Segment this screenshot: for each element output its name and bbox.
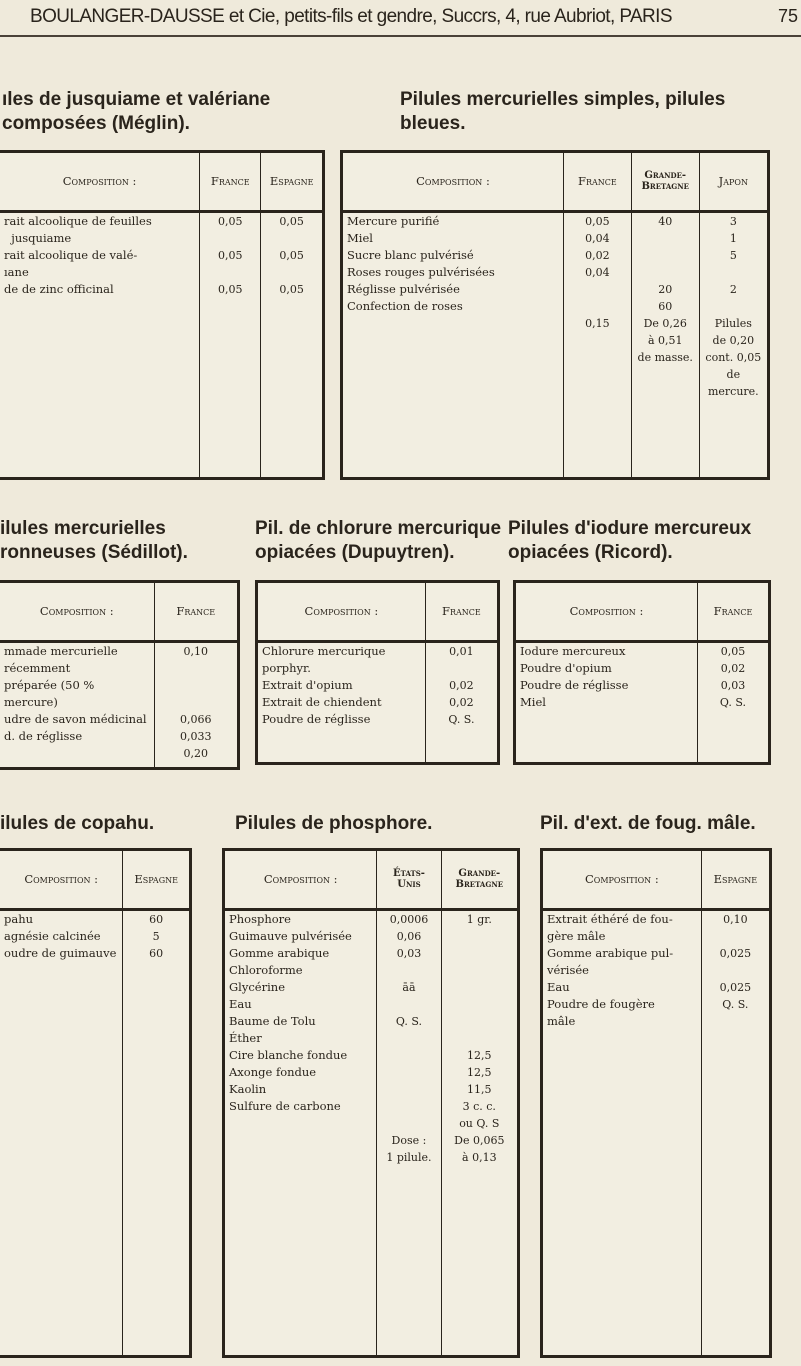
table-row: [225, 1030, 517, 1047]
table-filler: [225, 1166, 517, 1356]
section-title: Pilules de phosphore.: [235, 813, 433, 834]
table-row: [225, 1064, 517, 1081]
quantity-cell: [563, 298, 631, 315]
quantity-cell: 11,5: [441, 1081, 517, 1098]
quantity-cell: 5: [699, 247, 767, 264]
quantity-cell: 0,0006: [377, 909, 441, 928]
table-row: [0, 945, 189, 962]
ingredient-cell: Chlorure mercurique porphyr.: [262, 643, 386, 675]
quantity-cell: [377, 996, 441, 1013]
ingredient-cell: Gomme arabique pul- vérisée: [547, 945, 674, 977]
table-row: [225, 996, 517, 1013]
quantity-cell: 0,05: [261, 247, 322, 281]
section-title: Pilules d'iodure mercureux opiacées (Ricord).: [508, 518, 752, 563]
table-row: [225, 909, 517, 928]
table-row: [0, 728, 237, 745]
quantity-cell: 12,5: [441, 1047, 517, 1064]
ingredient-cell: Réglisse pulvérisée: [347, 281, 460, 296]
table-row: [516, 641, 768, 660]
table-filler: [516, 711, 768, 763]
quantity-cell: Q. S.: [425, 711, 497, 728]
table-row: [343, 211, 767, 230]
quantity-cell: [377, 1098, 441, 1132]
ingredient-cell: Gomme arabique: [229, 945, 330, 960]
ingredient-cell: [225, 1132, 377, 1166]
composition-table: [222, 848, 520, 1358]
quantity-cell: [377, 1047, 441, 1064]
column-header: France: [154, 583, 237, 641]
ingredient-cell: d. de réglisse: [4, 728, 83, 743]
ingredient-cell: Eau: [229, 996, 252, 1011]
quantity-cell: 3 c. c. ou Q. S: [441, 1098, 517, 1132]
table-filler: [0, 962, 189, 1356]
composition-table: [255, 580, 500, 765]
table-row: [225, 928, 517, 945]
quantity-cell: [441, 996, 517, 1013]
table-row: [0, 909, 189, 928]
table-row: [225, 1047, 517, 1064]
quantity-cell: 0,05: [200, 211, 261, 247]
quantity-cell: [441, 979, 517, 996]
ingredient-cell: Poudre d'opium: [520, 660, 612, 675]
page-number: 75: [778, 6, 799, 26]
quantity-cell: 0,04: [563, 230, 631, 247]
table-row: [0, 281, 322, 298]
column-header: Composition :: [543, 851, 701, 909]
quantity-cell: 0,05: [261, 281, 322, 298]
column-header: Grande-Bretagne: [441, 851, 517, 909]
table-row: [0, 711, 237, 728]
ingredient-cell: Sucre blanc pulvérisé: [347, 247, 474, 262]
section-title: ıles de jusquiame et valériane composées (Méglin).: [2, 89, 271, 134]
section-title: ilules de copahu.: [0, 813, 155, 834]
quantity-cell: 12,5: [441, 1064, 517, 1081]
table-row: [543, 979, 769, 996]
column-header: Grande-Bretagne: [631, 153, 699, 211]
composition-table: [0, 580, 240, 770]
table-filler: [258, 728, 497, 763]
running-header: BOULANGER-DAUSSE et Cie, petits-fils et gendre, Succrs, 4, rue Aubriot, PARIS: [30, 6, 672, 27]
ingredient-cell: Miel: [520, 694, 546, 709]
ingredient-cell: Extrait de chiendent: [262, 694, 382, 709]
quantity-cell: Pilules de 0,20 cont. 0,05 de mercure.: [699, 315, 767, 400]
column-header: États-Unis: [377, 851, 441, 909]
quantity-cell: 1: [699, 230, 767, 247]
table-row: [543, 909, 769, 945]
quantity-cell: 60: [123, 945, 189, 962]
column-header: Composition :: [0, 153, 200, 211]
column-header: Espagne: [123, 851, 189, 909]
quantity-cell: [377, 962, 441, 979]
quantity-cell: [441, 928, 517, 945]
table-row: [225, 1013, 517, 1030]
quantity-cell: [699, 298, 767, 315]
quantity-cell: 0,05: [200, 281, 261, 298]
ingredient-cell: Axonge fondue: [229, 1064, 317, 1079]
ingredient-cell: Extrait éthéré de fou- gère mâle: [547, 911, 673, 943]
quantity-cell: 0,10: [701, 909, 769, 945]
table-row: [0, 745, 237, 762]
table-row: [0, 928, 189, 945]
column-header: Japon: [699, 153, 767, 211]
quantity-cell: [377, 1081, 441, 1098]
quantity-cell: 0,02: [563, 247, 631, 264]
quantity-cell: 0,15: [563, 315, 631, 400]
quantity-cell: 0,06: [377, 928, 441, 945]
quantity-cell: 20: [631, 281, 699, 298]
quantity-cell: 0,02: [425, 694, 497, 711]
quantity-cell: [441, 1030, 517, 1047]
quantity-cell: Q. S.: [697, 694, 768, 711]
ingredient-cell: Poudre de réglisse: [262, 711, 371, 726]
ingredient-cell: Confection de roses: [347, 298, 463, 313]
table-row: [343, 281, 767, 298]
quantity-cell: [631, 230, 699, 247]
quantity-cell: 60: [631, 298, 699, 315]
quantity-cell: [441, 1013, 517, 1030]
ingredient-cell: Roses rouges pulvérisées: [347, 264, 495, 279]
table-row: [516, 677, 768, 694]
ingredient-cell: Éther: [229, 1030, 262, 1045]
composition-table: [0, 848, 192, 1358]
quantity-cell: 60: [123, 909, 189, 928]
ingredient-cell: Mercure purifié: [347, 213, 440, 228]
column-header: Composition :: [516, 583, 697, 641]
ingredient-cell: [343, 315, 563, 400]
ingredient-cell: Poudre de réglisse: [520, 677, 629, 692]
column-header: Composition :: [225, 851, 377, 909]
section-title: Pil. de chlorure mercurique opiacées (Dupuytren).: [255, 518, 502, 563]
ingredient-cell: Kaolin: [229, 1081, 267, 1096]
ingredient-cell: Glycérine: [229, 979, 285, 994]
ingredient-cell: Chloroforme: [229, 962, 303, 977]
quantity-cell: 0,20: [154, 745, 237, 762]
ingredient-cell: agnésie calcinée: [4, 928, 101, 943]
quantity-cell: 5: [123, 928, 189, 945]
quantity-cell: [441, 945, 517, 962]
quantity-cell: 0,03: [377, 945, 441, 962]
table-row: [0, 247, 322, 281]
header-rule: [0, 35, 801, 37]
quantity-cell: 0,05: [261, 211, 322, 247]
table-row: [343, 230, 767, 247]
composition-table: [513, 580, 771, 765]
table-row: [0, 641, 237, 711]
table-filler: [0, 762, 237, 768]
ingredient-cell: oudre de guimauve: [4, 945, 117, 960]
ingredient-cell: Cire blanche fondue: [229, 1047, 348, 1062]
ingredient-cell: Eau: [547, 979, 570, 994]
section-title: Pilules mercurielles simples, pilules bleues.: [400, 89, 726, 134]
table-filler: [543, 1030, 769, 1356]
quantity-cell: Q. S.: [377, 1013, 441, 1030]
quantity-cell: [631, 264, 699, 281]
column-header: Espagne: [261, 153, 322, 211]
column-header: France: [200, 153, 261, 211]
table-row: [225, 1098, 517, 1132]
ingredient-cell: mmade mercurielle récemment préparée (50 % mercure): [4, 643, 118, 709]
ingredient-cell: Extrait d'opium: [262, 677, 353, 692]
column-header: Espagne: [701, 851, 769, 909]
quantity-cell: 40: [631, 211, 699, 230]
quantity-cell: 0,066: [154, 711, 237, 728]
table-row: [343, 247, 767, 264]
ingredient-cell: Sulfure de carbone: [229, 1098, 341, 1113]
quantity-cell: 0,02: [697, 660, 768, 677]
ingredient-cell: Baume de Tolu: [229, 1013, 316, 1028]
quantity-cell: Dose : 1 pilule.: [377, 1132, 441, 1166]
ingredient-cell: rait alcoolique de feuilles jusquiame: [4, 213, 152, 245]
column-header: France: [563, 153, 631, 211]
quantity-cell: 3: [699, 211, 767, 230]
table-row: [258, 694, 497, 711]
quantity-cell: 0,05: [563, 211, 631, 230]
table-row: [225, 979, 517, 996]
ingredient-cell: udre de savon médicinal: [4, 711, 147, 726]
quantity-cell: āā: [377, 979, 441, 996]
ingredient-cell: rait alcoolique de valé- ıane: [4, 247, 138, 279]
table-row: [343, 298, 767, 315]
quantity-cell: 0,01: [425, 641, 497, 677]
column-header: Composition :: [0, 583, 154, 641]
table-filler: [0, 298, 322, 478]
quantity-cell: 2: [699, 281, 767, 298]
table-filler: [343, 400, 767, 478]
composition-table: [340, 150, 770, 480]
composition-table: [0, 150, 325, 480]
quantity-cell: De 0,26 à 0,51 de masse.: [631, 315, 699, 400]
ingredient-cell: Phosphore: [229, 911, 291, 926]
table-row: [258, 641, 497, 677]
quantity-cell: [377, 1030, 441, 1047]
quantity-cell: 0,025: [701, 979, 769, 996]
column-header: Composition :: [343, 153, 563, 211]
table-row: [516, 660, 768, 677]
table-row: [0, 211, 322, 247]
column-header: France: [425, 583, 497, 641]
quantity-cell: [441, 962, 517, 979]
quantity-cell: [631, 247, 699, 264]
table-row: [343, 264, 767, 281]
quantity-cell: 0,033: [154, 728, 237, 745]
column-header: Composition :: [0, 851, 123, 909]
quantity-cell: 1 gr.: [441, 909, 517, 928]
quantity-cell: [563, 281, 631, 298]
ingredient-cell: [0, 745, 154, 762]
table-row: [343, 315, 767, 400]
quantity-cell: Q. S.: [701, 996, 769, 1030]
quantity-cell: 0,10: [154, 641, 237, 711]
section-title: Pil. d'ext. de foug. mâle.: [540, 813, 756, 834]
quantity-cell: De 0,065 à 0,13: [441, 1132, 517, 1166]
quantity-cell: [377, 1064, 441, 1081]
quantity-cell: 0,04: [563, 264, 631, 281]
table-row: [543, 945, 769, 979]
quantity-cell: [699, 264, 767, 281]
table-row: [258, 711, 497, 728]
table-row: [543, 996, 769, 1030]
table-row: [225, 962, 517, 979]
section-title: ilules mercurielles ronneuses (Sédillot).: [0, 518, 188, 563]
table-row: [516, 694, 768, 711]
quantity-cell: 0,05: [200, 247, 261, 281]
table-row: [258, 677, 497, 694]
column-header: France: [697, 583, 768, 641]
ingredient-cell: de de zinc officinal: [4, 281, 114, 296]
ingredient-cell: pahu: [4, 911, 34, 926]
ingredient-cell: Poudre de fougère mâle: [547, 996, 655, 1028]
composition-table: [540, 848, 772, 1358]
ingredient-cell: Guimauve pulvérisée: [229, 928, 352, 943]
ingredient-cell: Miel: [347, 230, 373, 245]
quantity-cell: 0,03: [697, 677, 768, 694]
table-row: [225, 1132, 517, 1166]
quantity-cell: 0,05: [697, 641, 768, 660]
ingredient-cell: Iodure mercureux: [520, 643, 626, 658]
table-row: [225, 1081, 517, 1098]
quantity-cell: 0,02: [425, 677, 497, 694]
column-header: Composition :: [258, 583, 425, 641]
quantity-cell: 0,025: [701, 945, 769, 979]
table-row: [225, 945, 517, 962]
